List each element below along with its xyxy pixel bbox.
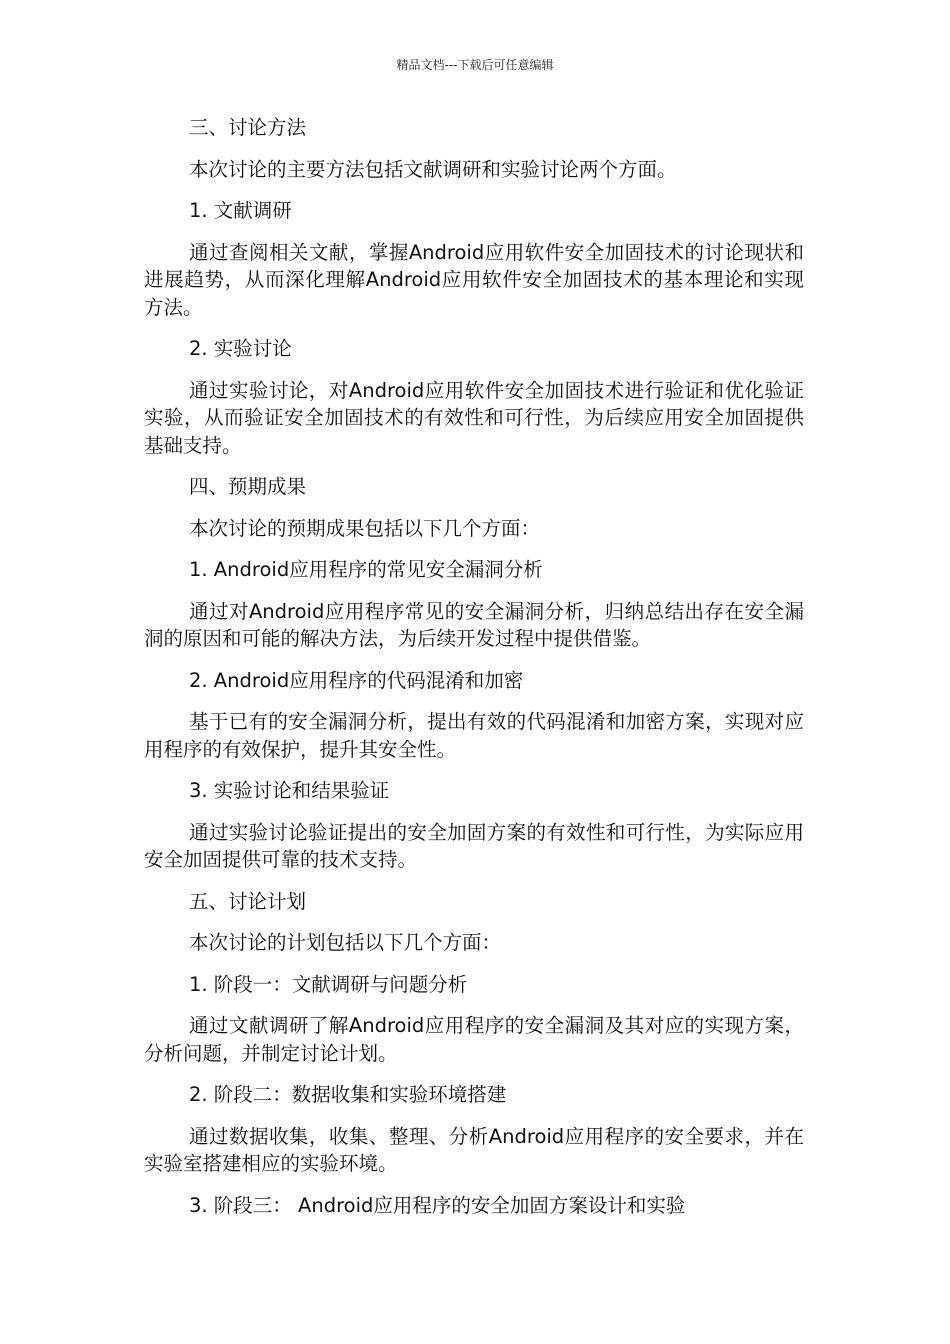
subheading: 2. Android应用程序的代码混淆和加密 [189,668,524,692]
subheading: 1. 文献调研 [189,199,292,222]
subheading: 2. 实验讨论 [189,337,292,360]
subheading: 3. 实验讨论和结果验证 [189,779,390,802]
paragraph: 本次讨论的预期成果包括以下几个方面： [189,516,541,540]
subheading: 1. Android应用程序的常见安全漏洞分析 [189,558,543,581]
paragraph: 通过实验讨论，对Android应用软件安全加固技术进行验证和优化验证实验，从而验证安全加固技术的有效性和可行性，为后续应用安全加固提供基础支持。 [144,378,804,457]
section-heading-methods: 三、讨论方法 [189,116,307,139]
paragraph: 通过实验讨论验证提出的安全加固方案的有效性和可行性，为实际应用安全加固提供可靠的技术支持。 [144,820,804,871]
paragraph: 通过对Android应用程序常见的安全漏洞分析，归纳总结出存在安全漏洞的原因和可能的解决方法，为后续开发过程中提供借鉴。 [144,599,804,650]
subheading: 3. 阶段三： Android应用程序的安全加固方案设计和实验 [189,1193,686,1217]
paragraph: 通过文献调研了解Android应用程序的安全漏洞及其对应的实现方案，分析问题，并制定讨论计划。 [144,1014,804,1065]
paragraph: 基于已有的安全漏洞分析，提出有效的代码混淆和加密方案，实现对应用程序的有效保护，提升其安全性。 [144,710,804,761]
document-body [144,114,804,1233]
subheading: 2. 阶段二：数据收集和实验环境搭建 [189,1083,507,1106]
paragraph: 通过数据收集，收集、整理、分析Android应用程序的安全要求，并在实验室搭建相应的实验环境。 [144,1124,804,1175]
paragraph: 本次讨论的计划包括以下几个方面： [189,931,502,954]
paragraph: 通过查阅相关文献，掌握Android应用软件安全加固技术的讨论现状和进展趋势，从而深化理解Android应用软件安全加固技术的基本理论和实现方法。 [144,240,804,319]
page-header: 精品文档---下载后可任意编辑 [396,58,554,72]
paragraph: 本次讨论的主要方法包括文献调研和实验讨论两个方面。 [189,157,677,181]
section-heading-plan: 五、讨论计划 [189,889,307,913]
section-heading-outcomes: 四、预期成果 [189,475,307,498]
subheading: 1. 阶段一：文献调研与问题分析 [189,972,468,996]
